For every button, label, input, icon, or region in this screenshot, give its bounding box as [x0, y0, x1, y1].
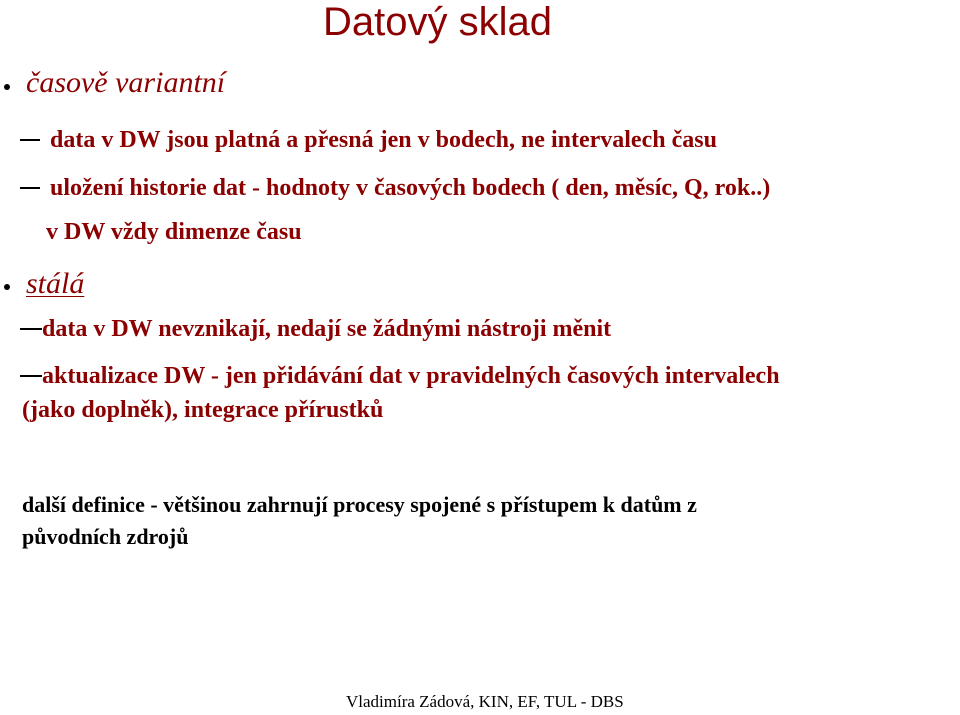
dash-icon [20, 139, 40, 141]
definition-line: další definice - většinou zahrnují procesy spojené s přístupem k datům z [22, 492, 697, 517]
list-item: v DW vždy dimenze času [46, 219, 302, 245]
bullet-icon [4, 284, 10, 290]
list-item: uložení historie dat - hodnoty v časových bodech ( den, měsíc, Q, rok..) [50, 175, 771, 201]
list-item: data v DW nevznikají, nedají se žádnými nástroji měnit [42, 316, 612, 342]
dash-icon [20, 328, 42, 330]
definition-line: původních zdrojů [22, 524, 189, 549]
section-stable-label: stálá [26, 267, 85, 300]
slide-title: Datový sklad [323, 0, 552, 44]
footer-credit: Vladimíra Zádová, KIN, EF, TUL - DBS [346, 692, 624, 711]
dash-icon [20, 375, 42, 377]
list-item: (jako doplněk), integrace přírustků [22, 397, 384, 423]
list-item: data v DW jsou platná a přesná jen v bodech, ne intervalech času [50, 127, 717, 153]
list-item: aktualizace DW - jen přidávání dat v pravidelných časových intervalech [42, 363, 780, 389]
bullet-icon [4, 84, 10, 90]
dash-icon [20, 187, 40, 189]
section-variant-label: časově variantní [26, 66, 226, 99]
